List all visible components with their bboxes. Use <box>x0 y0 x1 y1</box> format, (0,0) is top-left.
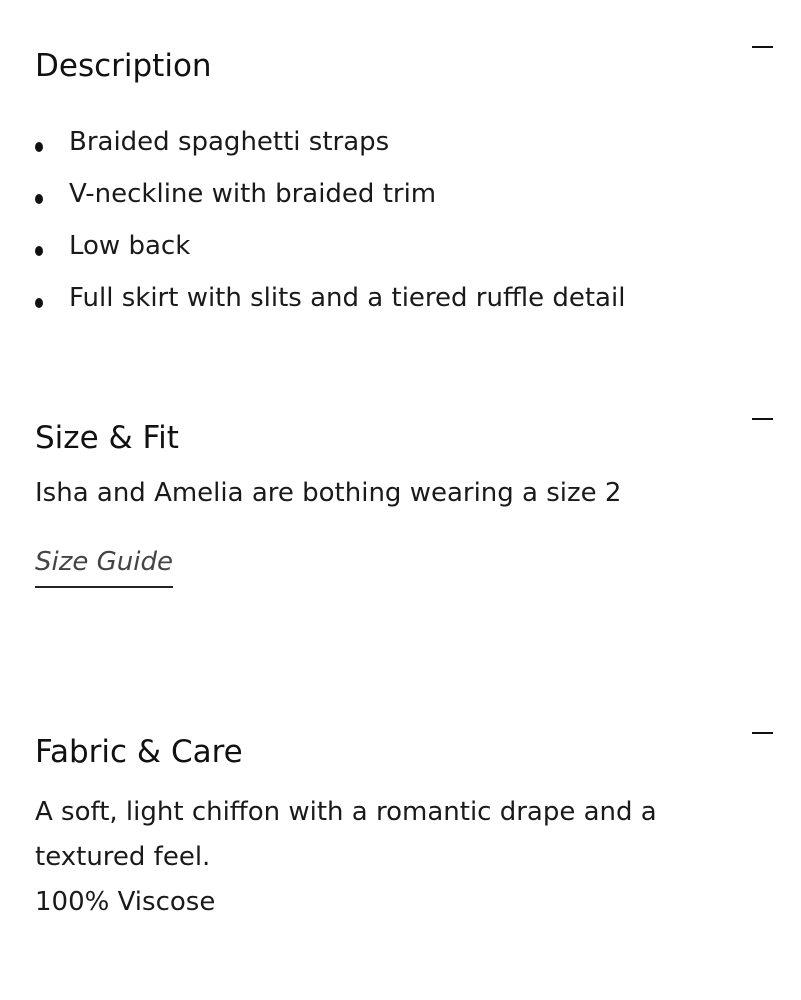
description-title[interactable]: Description <box>35 48 212 84</box>
minus-icon[interactable] <box>752 732 773 734</box>
size-fit-text: Isha and Amelia are bothing wearing a size 2 <box>35 478 622 508</box>
list-item-text: V-neckline with braided trim <box>69 179 437 209</box>
size-fit-title[interactable]: Size & Fit <box>35 420 179 456</box>
fabric-care-title[interactable]: Fabric & Care <box>35 734 243 770</box>
fabric-care-text: A soft, light chiffon with a romantic drape and a textured feel. <box>35 797 657 872</box>
fabric-composition: 100% Viscose <box>35 887 216 917</box>
list-item-text: Full skirt with slits and a tiered ruffle detail <box>69 283 626 313</box>
size-guide-link[interactable]: Size Guide <box>35 546 173 588</box>
list-item-text: Low back <box>69 231 191 261</box>
list-item-text: Braided spaghetti straps <box>69 127 390 157</box>
